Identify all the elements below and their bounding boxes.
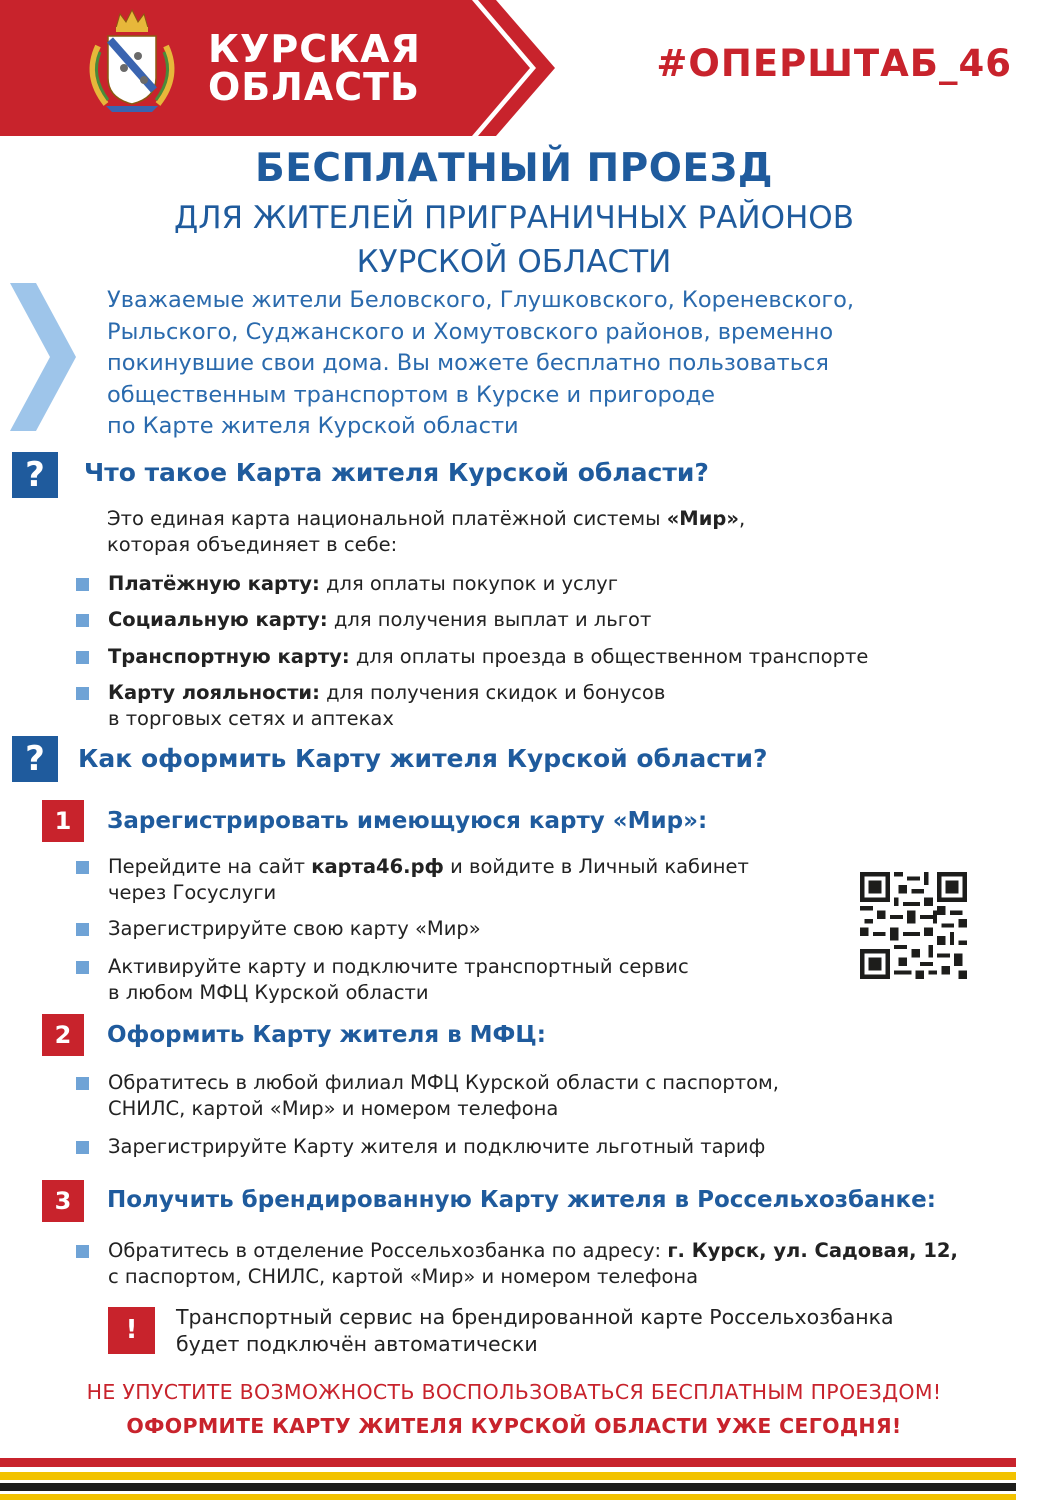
- bullet-square-icon: [76, 1141, 89, 1154]
- list-item: Карту лояльности: для получения скидок и бонусов в торговых сетях и аптеках: [76, 680, 665, 732]
- list-item: Зарегистрируйте Карту жителя и подключите льготный тариф: [76, 1134, 765, 1160]
- region-name: КУРСКАЯ ОБЛАСТЬ: [208, 27, 421, 109]
- bullet-square-icon: [76, 578, 89, 591]
- step-title: Получить брендированную Карту жителя в Россельхозбанке:: [107, 1187, 936, 1213]
- step-title: Оформить Карту жителя в МФЦ:: [107, 1022, 546, 1048]
- chevron-right-icon: [10, 283, 76, 431]
- main-title: БЕСПЛАТНЫЙ ПРОЕЗД: [254, 146, 774, 191]
- section2-title: Как оформить Карту жителя Курской области?: [78, 744, 768, 773]
- bullet-square-icon: [76, 861, 89, 874]
- bullet-square-icon: [76, 1245, 89, 1258]
- cta-line-2: ОФОРМИТЕ КАРТУ ЖИТЕЛЯ КУРСКОЙ ОБЛАСТИ УЖЕ СЕГОДНЯ!: [126, 1414, 902, 1438]
- cta-line-1: НЕ УПУСТИТЕ ВОЗМОЖНОСТЬ ВОСПОЛЬЗОВАТЬСЯ БЕСПЛАТНЫМ ПРОЕЗДОМ!: [86, 1380, 942, 1404]
- bullet-square-icon: [76, 687, 89, 700]
- list-item: Обратитесь в любой филиал МФЦ Курской области с паспортом, СНИЛС, картой «Мир» и номером телефона: [76, 1070, 976, 1122]
- list-item: Платёжную карту: для оплаты покупок и услуг: [76, 571, 618, 597]
- list-item: Зарегистрируйте свою карту «Мир»: [76, 916, 481, 942]
- exclamation-icon: !: [108, 1307, 155, 1354]
- list-item: Перейдите на сайт карта46.рф и войдите в Личный кабинет через Госуслуги: [76, 854, 846, 906]
- intro-text: Уважаемые жители Беловского, Глушковского, Кореневского, Рыльского, Суджанского и Хомутовского районов, временно покинувшие свои дома. Вы можете бесплатно пользоваться общественным транспортом в Курске и пригороде по Карте жителя Курской области: [107, 287, 855, 439]
- section1-title: Что такое Карта жителя Курской области?: [84, 458, 709, 487]
- list-item: Активируйте карту и подключите транспортный сервис в любом МФЦ Курской области: [76, 954, 846, 1006]
- hashtag: #ОПЕРШТАБ_46: [656, 42, 1012, 85]
- bullet-square-icon: [76, 614, 89, 627]
- step-number: 3: [42, 1180, 84, 1222]
- list-item: Социальную карту: для получения выплат и льгот: [76, 607, 651, 633]
- flag-stripes: [0, 1458, 1016, 1500]
- step-number: 2: [42, 1014, 84, 1056]
- section1-description: Это единая карта национальной платёжной системы «Мир», которая объединяет в себе:: [107, 507, 746, 556]
- bullet-square-icon: [76, 651, 89, 664]
- step-title: Зарегистрировать имеющуюся карту «Мир»:: [107, 808, 708, 834]
- question-icon: ?: [12, 736, 58, 782]
- qr-code-icon: [860, 872, 967, 979]
- bullet-square-icon: [76, 923, 89, 936]
- kursk-coat-of-arms-icon: [76, 6, 188, 116]
- list-item: Обратитесь в отделение Россельхозбанка по адресу: г. Курск, ул. Садовая, 12, с паспортом, СНИЛС, картой «Мир» и номером телефона: [76, 1238, 1026, 1290]
- list-item: Транспортную карту: для оплаты проезда в общественном транспорте: [76, 644, 868, 670]
- step-number: 1: [42, 800, 84, 842]
- bullet-square-icon: [76, 1077, 89, 1090]
- notice-text: Транспортный сервис на брендированной карте Россельхозбанка будет подключён автоматически: [176, 1305, 894, 1356]
- question-icon: ?: [12, 452, 58, 498]
- bullet-square-icon: [76, 961, 89, 974]
- sub-title: ДЛЯ ЖИТЕЛЕЙ ПРИГРАНИЧНЫХ РАЙОНОВ КУРСКОЙ ОБЛАСТИ: [174, 200, 854, 280]
- header-banner: [0, 0, 1064, 140]
